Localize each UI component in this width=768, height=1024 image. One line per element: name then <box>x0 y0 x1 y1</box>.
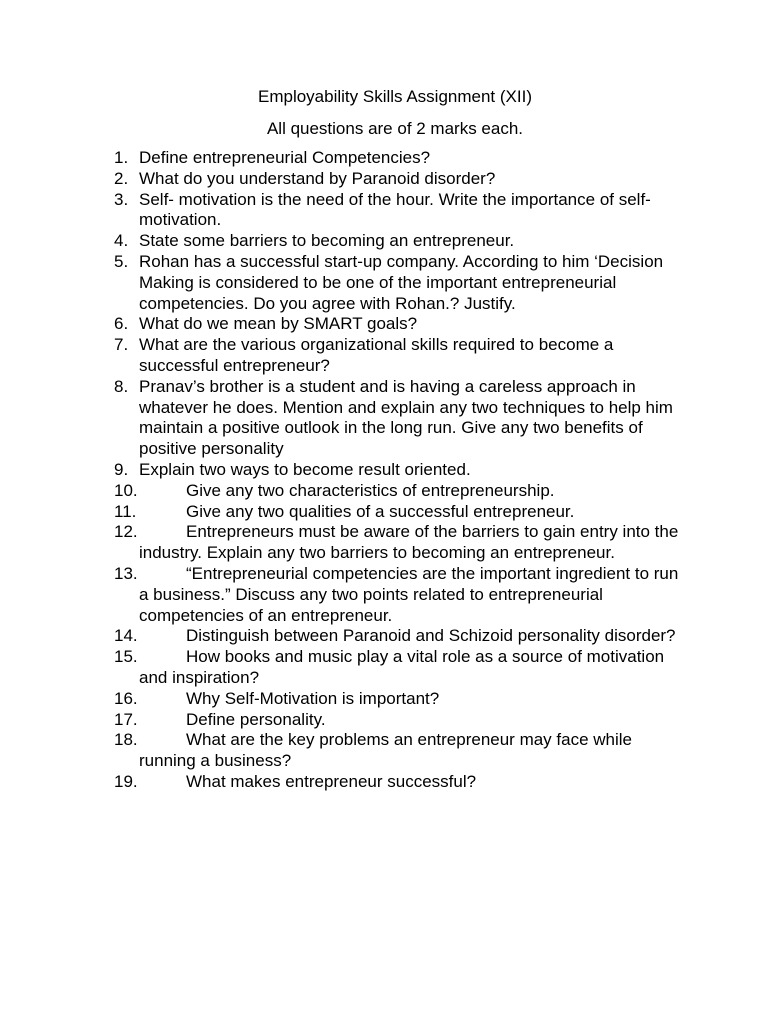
question-text: Self- motivation is the need of the hour. Write the importance of self-motivation. <box>139 189 651 230</box>
question-number: 14. <box>114 626 138 646</box>
question-text: Pranav’s brother is a student and is having a careless approach in whatever he does. Mention and explain any two techniques to help him maintain a positive outlook in the long run. Give any two benefits of positive personality <box>139 376 673 459</box>
question-item <box>114 772 688 793</box>
question-item <box>114 314 688 335</box>
question-text: Why Self-Motivation is important? <box>186 688 440 708</box>
question-item <box>114 148 688 169</box>
question-number: 10. <box>114 480 138 500</box>
question-text: What are the key problems an entrepreneur may face while running a business? <box>139 730 633 771</box>
question-number: 2. <box>114 168 129 188</box>
question-number: 11. <box>114 501 137 521</box>
question-number: 18. <box>114 730 138 750</box>
question-text: What do you understand by Paranoid disorder? <box>139 168 496 188</box>
question-item <box>114 502 688 523</box>
question-item <box>114 626 688 647</box>
question-text: What are the various organizational skills required to become a successful entrepreneur? <box>139 335 614 375</box>
question-number: 17. <box>114 709 138 729</box>
question-number: 4. <box>114 231 129 251</box>
question-number: 5. <box>114 251 129 271</box>
question-item <box>114 252 688 314</box>
question-item <box>114 481 688 502</box>
question-item <box>114 169 688 190</box>
question-item <box>114 647 688 689</box>
question-number: 15. <box>114 647 138 667</box>
question-text: How books and music play a vital role as a source of motivation and inspiration? <box>139 647 665 687</box>
question-text: What do we mean by SMART goals? <box>139 314 418 334</box>
question-text: “Entrepreneurial competencies are the important ingredient to run a business.” Discuss any two points related to entrepreneurial competencies of an entrepreneur. <box>139 563 679 625</box>
document-subtitle: All questions are of 2 marks each. <box>266 119 524 138</box>
question-text: Give any two qualities of a successful entrepreneur. <box>186 501 575 521</box>
question-number: 8. <box>114 376 129 396</box>
question-item <box>114 522 688 564</box>
question-item <box>114 564 688 626</box>
question-item <box>114 231 688 252</box>
question-text: State some barriers to becoming an entrepreneur. <box>139 231 515 251</box>
question-item <box>114 460 688 481</box>
question-text: Define entrepreneurial Competencies? <box>139 148 431 167</box>
question-number: 9. <box>114 459 129 479</box>
document-title: Employability Skills Assignment (XII) <box>258 87 532 106</box>
question-text: Rohan has a successful start-up company. According to him ‘Decision Making is considered to be one of the important entrepreneurial competencies. Do you agree with Rohan.? Justify. <box>139 251 664 313</box>
question-item <box>114 190 688 232</box>
question-text: Give any two characteristics of entrepreneurship. <box>186 480 555 500</box>
question-item <box>114 335 688 377</box>
question-text: Entrepreneurs must be aware of the barriers to gain entry into the industry. Explain any two barriers to becoming an entrepreneur. <box>139 522 679 563</box>
question-number: 3. <box>114 189 129 209</box>
question-text: What makes entrepreneur successful? <box>186 771 477 791</box>
question-number: 16. <box>114 688 138 708</box>
question-number: 1. <box>114 148 129 167</box>
question-number: 7. <box>114 335 129 355</box>
question-item <box>114 710 688 731</box>
question-number: 19. <box>114 771 138 791</box>
question-item <box>114 730 688 772</box>
question-text: Define personality. <box>186 709 326 729</box>
question-text: Explain two ways to become result oriented. <box>139 459 471 479</box>
question-number: 12. <box>114 522 138 542</box>
question-item <box>114 377 688 460</box>
question-item <box>114 689 688 710</box>
question-number: 13. <box>114 563 138 583</box>
question-number: 6. <box>114 314 129 334</box>
question-list <box>114 148 688 793</box>
question-text: Distinguish between Paranoid and Schizoid personality disorder? <box>186 626 676 646</box>
